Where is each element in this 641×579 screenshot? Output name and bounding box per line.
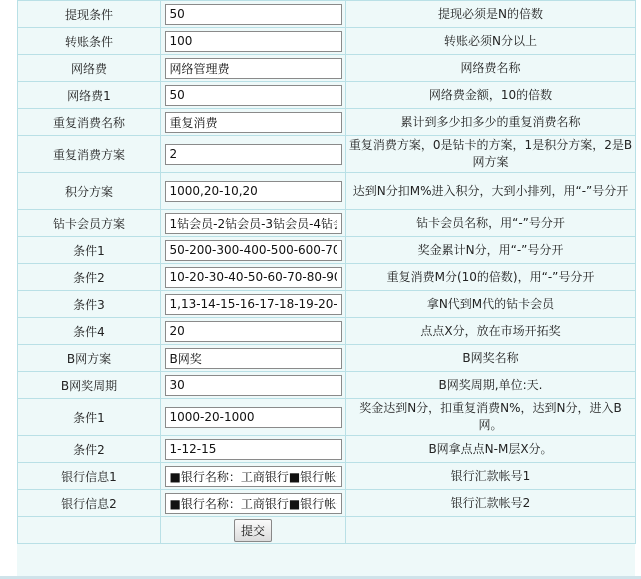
field-label: 条件1 xyxy=(18,237,161,264)
form-row xyxy=(18,463,636,490)
field-input[interactable] xyxy=(165,85,342,106)
field-input[interactable] xyxy=(165,181,342,202)
form-row xyxy=(18,490,636,517)
field-label: 转账条件 xyxy=(18,28,161,55)
field-input[interactable] xyxy=(165,144,342,165)
form-row xyxy=(18,291,636,318)
field-description: 钻卡会员名称，用“-”号分开 xyxy=(346,210,636,237)
field-input[interactable] xyxy=(165,58,342,79)
field-input-cell xyxy=(161,463,346,490)
field-description: 重复消费方案，0是钻卡的方案，1是积分方案，2是B网方案 xyxy=(346,136,636,173)
form-row xyxy=(18,318,636,345)
field-input-cell xyxy=(161,436,346,463)
form-row xyxy=(18,28,636,55)
form-row xyxy=(18,264,636,291)
field-description: 银行汇款帐号1 xyxy=(346,463,636,490)
field-description: 累计到多少扣多少的重复消费名称 xyxy=(346,109,636,136)
field-description: B网奖名称 xyxy=(346,345,636,372)
field-input-cell xyxy=(161,210,346,237)
field-description: 达到N分扣M%进入积分，大到小排列，用“-”号分开 xyxy=(346,173,636,210)
field-label: 银行信息2 xyxy=(18,490,161,517)
form-row xyxy=(18,82,636,109)
field-description: 银行汇款帐号2 xyxy=(346,490,636,517)
form-row xyxy=(18,436,636,463)
field-label: B网奖周期 xyxy=(18,372,161,399)
form-row xyxy=(18,136,636,173)
form-row xyxy=(18,109,636,136)
form-row xyxy=(18,237,636,264)
field-description: 奖金达到N分，扣重复消费N%，达到N分，进入B网。 xyxy=(346,399,636,436)
field-input[interactable] xyxy=(165,267,342,288)
settings-table xyxy=(17,0,636,544)
field-input[interactable] xyxy=(165,375,342,396)
field-label: 条件1 xyxy=(18,399,161,436)
field-input-cell xyxy=(161,109,346,136)
field-input[interactable] xyxy=(165,294,342,315)
field-input-cell xyxy=(161,345,346,372)
field-description: 拿N代到M代的钻卡会员 xyxy=(346,291,636,318)
field-description: 奖金累计N分，用“-”号分开 xyxy=(346,237,636,264)
form-row xyxy=(18,399,636,436)
field-label: 提现条件 xyxy=(18,1,161,28)
field-input[interactable] xyxy=(165,112,342,133)
field-input-cell xyxy=(161,82,346,109)
form-row xyxy=(18,372,636,399)
field-input[interactable] xyxy=(165,213,342,234)
field-description: 点点X分，放在市场开拓奖 xyxy=(346,318,636,345)
field-description: 转账必须N分以上 xyxy=(346,28,636,55)
field-input-cell xyxy=(161,264,346,291)
field-input[interactable] xyxy=(165,466,342,487)
form-row xyxy=(18,173,636,210)
form-row xyxy=(18,1,636,28)
field-input[interactable] xyxy=(165,240,342,261)
field-input-cell xyxy=(161,237,346,264)
field-input-cell xyxy=(161,372,346,399)
form-row xyxy=(18,345,636,372)
submit-button[interactable]: 提交 xyxy=(234,519,272,542)
form-row xyxy=(18,55,636,82)
field-label: 条件3 xyxy=(18,291,161,318)
field-input[interactable] xyxy=(165,321,342,342)
field-input[interactable] xyxy=(165,348,342,369)
field-label: 积分方案 xyxy=(18,173,161,210)
field-label: 重复消费方案 xyxy=(18,136,161,173)
field-description: B网拿点点N-M层X分。 xyxy=(346,436,636,463)
submit-cell xyxy=(161,517,346,544)
field-input-cell xyxy=(161,173,346,210)
field-input-cell xyxy=(161,490,346,517)
field-label: 条件4 xyxy=(18,318,161,345)
field-label: B网方案 xyxy=(18,345,161,372)
field-description: 提现必须是N的倍数 xyxy=(346,1,636,28)
field-input-cell xyxy=(161,399,346,436)
field-input-cell xyxy=(161,1,346,28)
field-label: 网络费 xyxy=(18,55,161,82)
field-input[interactable] xyxy=(165,4,342,25)
field-input-cell xyxy=(161,136,346,173)
field-input[interactable] xyxy=(165,439,342,460)
field-input-cell xyxy=(161,55,346,82)
form-row xyxy=(18,210,636,237)
field-input-cell xyxy=(161,318,346,345)
field-label: 钻卡会员方案 xyxy=(18,210,161,237)
field-input[interactable] xyxy=(165,493,342,514)
field-description: 网络费金额，10的倍数 xyxy=(346,82,636,109)
field-label: 条件2 xyxy=(18,264,161,291)
field-input[interactable] xyxy=(165,31,342,52)
field-input-cell xyxy=(161,28,346,55)
field-label: 条件2 xyxy=(18,436,161,463)
field-label: 重复消费名称 xyxy=(18,109,161,136)
field-description: 重复消费M分(10的倍数)，用“-”号分开 xyxy=(346,264,636,291)
field-label: 银行信息1 xyxy=(18,463,161,490)
field-description: B网奖周期,单位:天. xyxy=(346,372,636,399)
settings-form-panel xyxy=(17,0,635,579)
field-description: 网络费名称 xyxy=(346,55,636,82)
field-label: 网络费1 xyxy=(18,82,161,109)
field-input[interactable] xyxy=(165,407,342,428)
field-input-cell xyxy=(161,291,346,318)
